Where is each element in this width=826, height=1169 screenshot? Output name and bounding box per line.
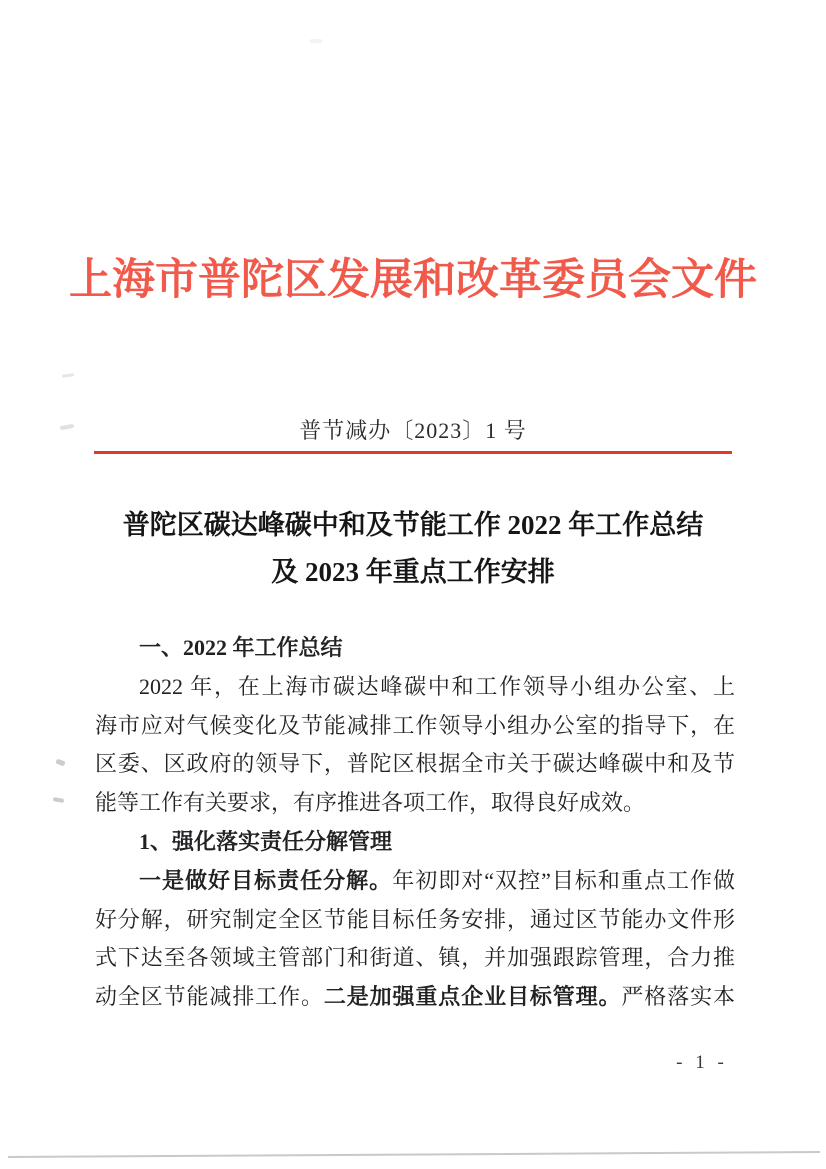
scan-smudge [55,759,65,767]
paragraph1-line1: 2022 年，在上海市碳达峰碳中和工作领导小组办公室、上 [139,673,735,699]
scan-paper-edge [8,1151,820,1158]
document-title-line2: 及 2023 年重点工作安排 [271,557,555,587]
page-number: - 1 - [676,1052,728,1073]
scan-smudge [62,373,74,378]
agency-header-title: 上海市普陀区发展和改革委员会文件 [69,257,757,304]
paragraph2-line4-text-rest: 严格落实本 [621,984,735,1010]
paragraph2-line4 [95,978,735,1017]
scan-smudge [53,797,65,803]
document-title [60,502,766,596]
paragraph2-line1-bold-leadin: 一是做好目标责任分解。 [139,867,393,893]
paragraph2-line4-bold-leadin: 二是加强重点企业目标管理。 [323,984,622,1010]
paragraph2-line2: 好分解，研究制定全区节能目标任务安排，通过区节能办文件形 [95,906,735,932]
document-body [95,629,735,1017]
paragraph1-line2: 海市应对气候变化及节能减排工作领导小组办公室的指导下，在 [95,712,735,738]
section-heading-2022-summary: 一、2022 年工作总结 [139,635,343,660]
paragraph1-line4: 能等工作有关要求，有序推进各项工作，取得良好成效。 [95,790,646,816]
document-title-line1: 普陀区碳达峰碳中和及节能工作 2022 年工作总结 [122,510,704,540]
paragraph2-line4-text-pre: 动全区节能减排工作。 [95,984,324,1010]
red-divider-rule [94,451,732,454]
paragraph1-line3: 区委、区政府的领导下，普陀区根据全市关于碳达峰碳中和及节 [95,751,735,777]
paragraph2-line1 [95,862,735,901]
paragraph2-line1-text: 年初即对“双控”目标和重点工作做 [392,867,735,893]
paragraph2-line3: 式下达至各领域主管部门和街道、镇，并加强跟踪管理，合力推 [95,945,735,971]
document-number: 普节减办〔2023〕1 号 [299,418,527,443]
scan-smudge [310,39,322,43]
subsection-heading-responsibility: 1、强化落实责任分解管理 [139,828,393,854]
